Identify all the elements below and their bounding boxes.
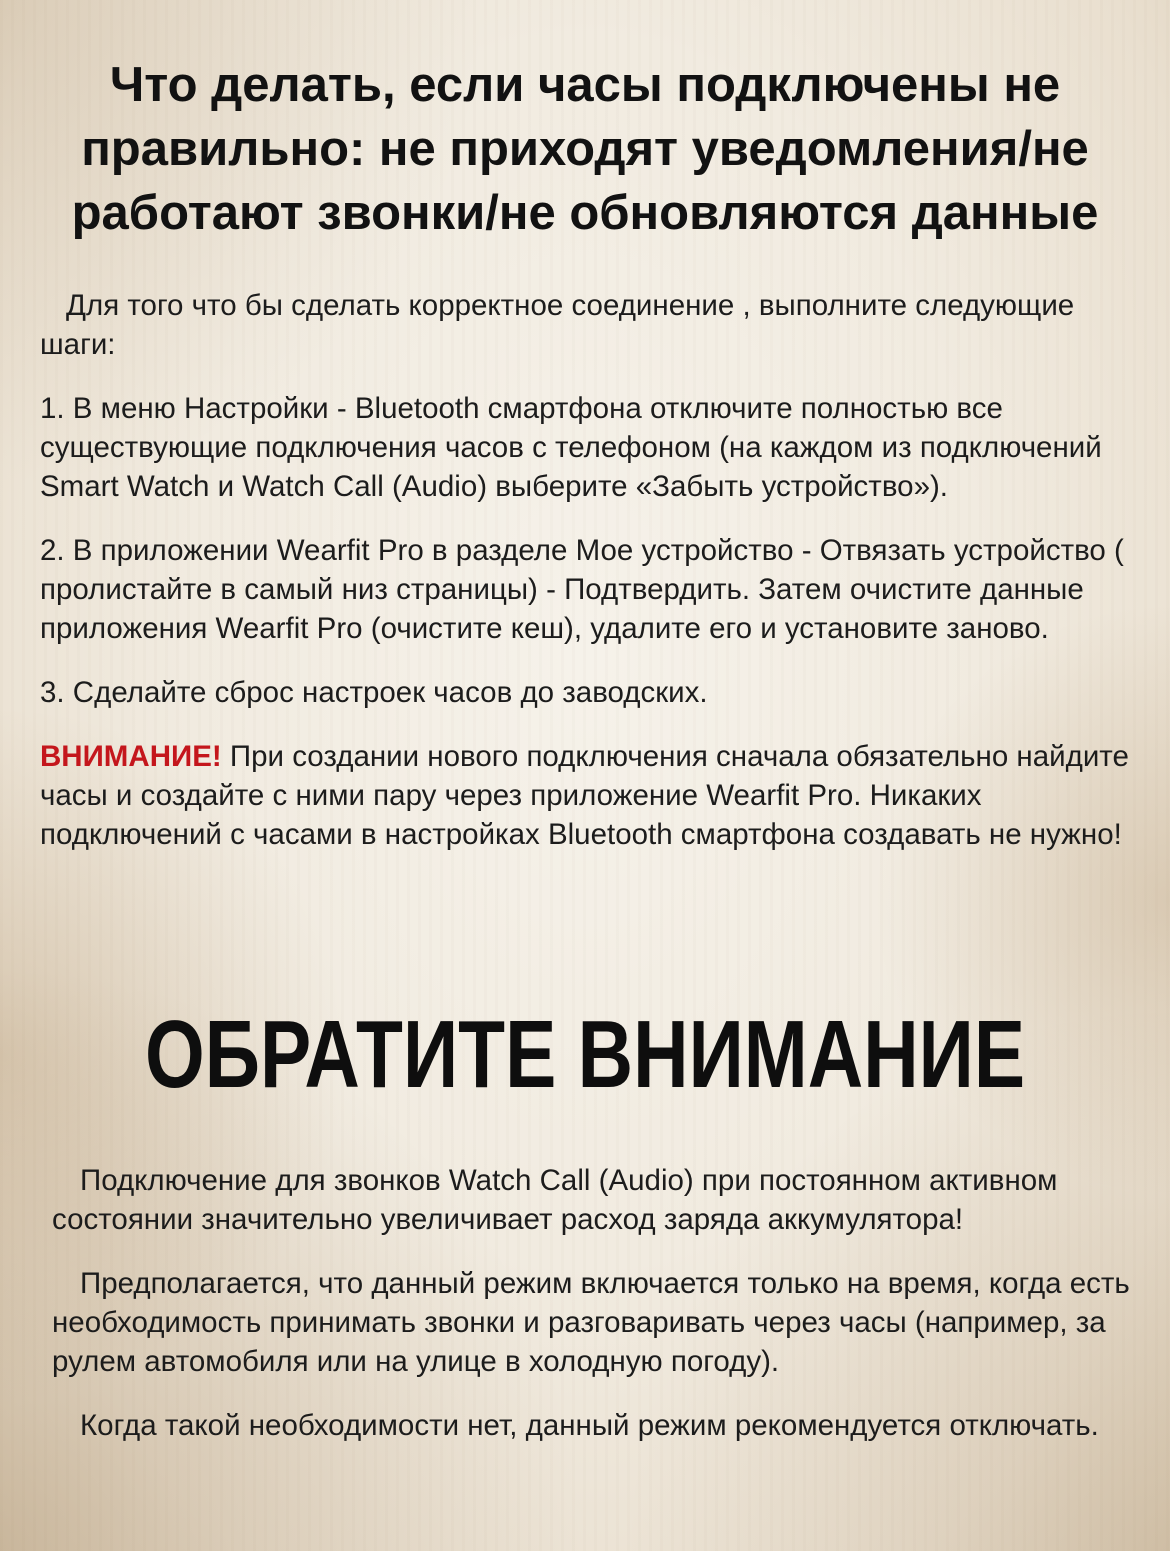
step-item: 2. В приложении Wearfit Pro в разделе Мое устройство - Отвязать устройство ( пролистайте в самый низ страницы) - Подтвердить. Затем очистите данные приложения Wearfit Pro (очистите кеш), удалите его и установите заново. (40, 534, 1124, 645)
notice-section (52, 1161, 1140, 1470)
notice-paragraph: Подключение для звонков Watch Call (Audio) при постоянном активном состоянии значительно увеличивает расход заряда аккумулятора! (52, 1164, 1058, 1236)
intro-paragraph: Для того что бы сделать корректное соединение , выполните следующие шаги: (40, 289, 1075, 361)
title-line: Что делать, если часы подключены не (109, 58, 1061, 112)
warning-label: ВНИМАНИЕ! (40, 740, 222, 773)
notice-heading (0, 1000, 1170, 1138)
title-line: правильно: не приходят уведомления/не (81, 122, 1089, 176)
warning-paragraph (40, 737, 1136, 854)
notice-heading-text: ОБРАТИТЕ ВНИМАНИЕ (144, 1001, 1026, 1108)
title-line: работают звонки/не обновляются данные (71, 186, 1099, 240)
step-item: 3. Сделайте сброс настроек часов до заводских. (40, 676, 708, 709)
step-item: 1. В меню Настройки - Bluetooth смартфона отключите полностью все существующие подключения часов с телефоном (на каждом из подключений Smart Watch и Watch Call (Audio) выберите «Забыть устройство»). (40, 392, 1102, 503)
notice-paragraph: Предполагается, что данный режим включается только на время, когда есть необходимость принимать звонки и разговаривать через часы (например, за рулем автомобиля или на улице в холодную погоду). (52, 1267, 1130, 1378)
notice-paragraph: Когда такой необходимости нет, данный режим рекомендуется отключать. (80, 1409, 1099, 1442)
warning-text: При создании нового подключения сначала обязательно найдите часы и создайте с ними пару через приложение Wearfit Pro. Никаких подключений с часами в настройках Bluetooth смартфона создавать не нужно! (40, 740, 1129, 851)
instructions-section (40, 286, 1136, 879)
page-title (0, 53, 1170, 245)
